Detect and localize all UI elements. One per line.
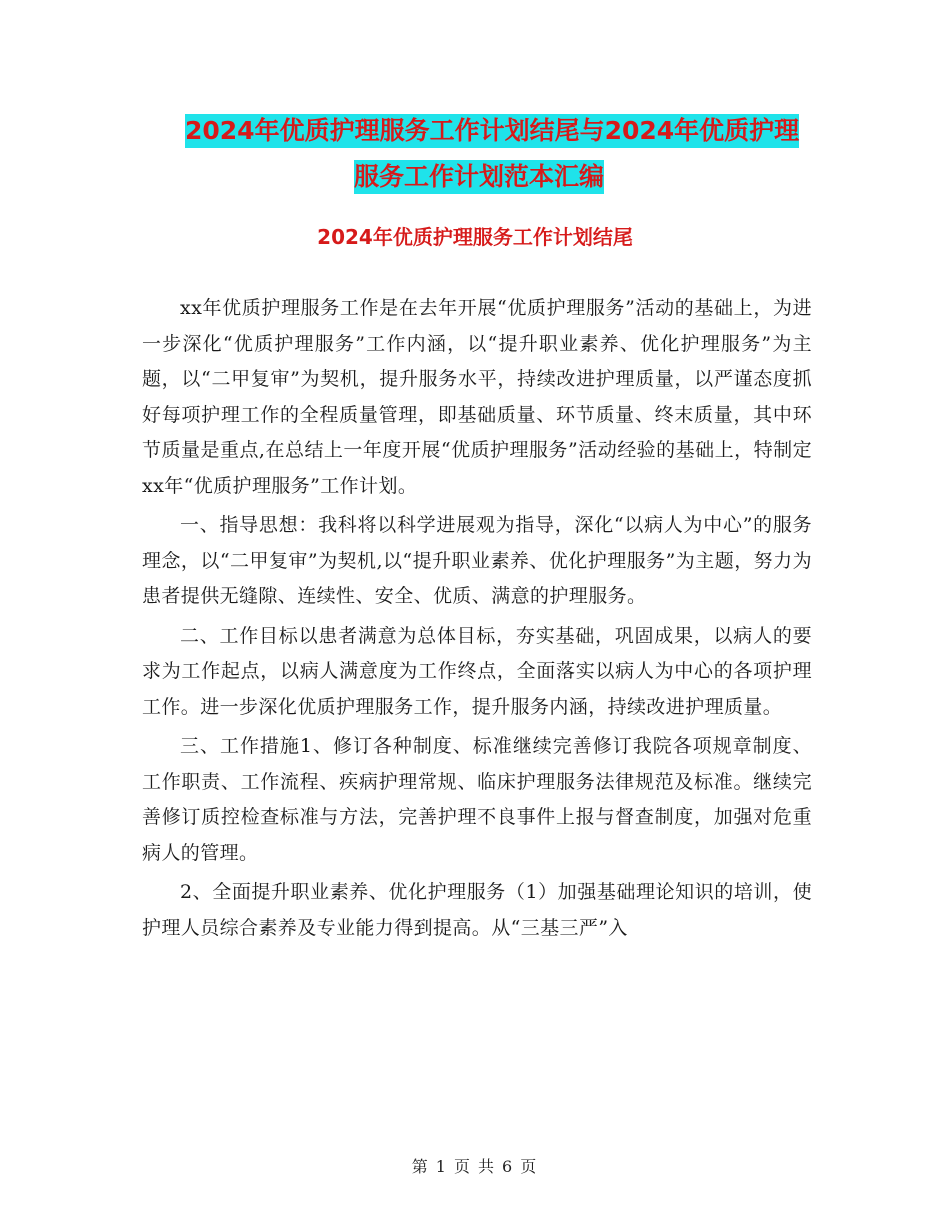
total-page-number: 6 — [502, 1157, 515, 1176]
document-title-line2: 服务工作计划范本汇编 — [354, 160, 604, 194]
paragraph-professional-quality: 2、全面提升职业素养、优化护理服务（1）加强基础理论知识的培训，使护理人员综合素养及专业能力得到提高。从“三基三严”入 — [142, 881, 812, 939]
paragraph-intro: xx年优质护理服务工作是在去年开展“优质护理服务”活动的基础上，为进一步深化“优质护理服务”工作内涵，以“提升职业素养、优化护理服务”为主题，以“二甲复审”为契机，提升服务水平，持续改进护理质量，以严谨态度抓好每项护理工作的全程质量管理，即基础质量、环节质量、终末质量，其中环节质量是重点,在总结上一年度开展“优质护理服务”活动经验的基础上，特制定xx年“优质护理服务”工作计划。 — [142, 297, 812, 497]
footer-total-prefix: 共 — [478, 1157, 497, 1176]
footer-total-unit: 页 — [520, 1157, 539, 1176]
document-title — [140, 108, 810, 200]
document-body — [142, 291, 812, 950]
paragraph-guiding-thought: 一、指导思想：我科将以科学进展观为指导，深化“以病人为中心”的服务理念，以“二甲复审”为契机,以“提升职业素养、优化护理服务”为主题，努力为患者提供无缝隙、连续性、安全、优质、满意的护理服务。 — [142, 514, 812, 607]
document-title-line1: 2024年优质护理服务工作计划结尾与2024年优质护理 — [185, 114, 799, 148]
paragraph-work-measures: 三、工作措施1、修订各种制度、标准继续完善修订我院各项规章制度、工作职责、工作流程、疾病护理常规、临床护理服务法律规范及标准。继续完善修订质控检查标准与方法，完善护理不良事件上报与督查制度，加强对危重病人的管理。 — [142, 735, 812, 864]
footer-page-unit: 页 — [453, 1157, 472, 1176]
section-title: 2024年优质护理服务工作计划结尾 — [317, 225, 633, 249]
current-page-number: 1 — [435, 1157, 448, 1176]
paragraph-work-goal: 二、工作目标以患者满意为总体目标，夯实基础，巩固成果，以病人的要求为工作起点，以病人满意度为工作终点，全面落实以病人为中心的各项护理工作。进一步深化优质护理服务工作，提升服务内涵，持续改进护理质量。 — [142, 624, 812, 718]
footer-prefix: 第 — [411, 1157, 430, 1176]
page-footer — [0, 1154, 950, 1177]
